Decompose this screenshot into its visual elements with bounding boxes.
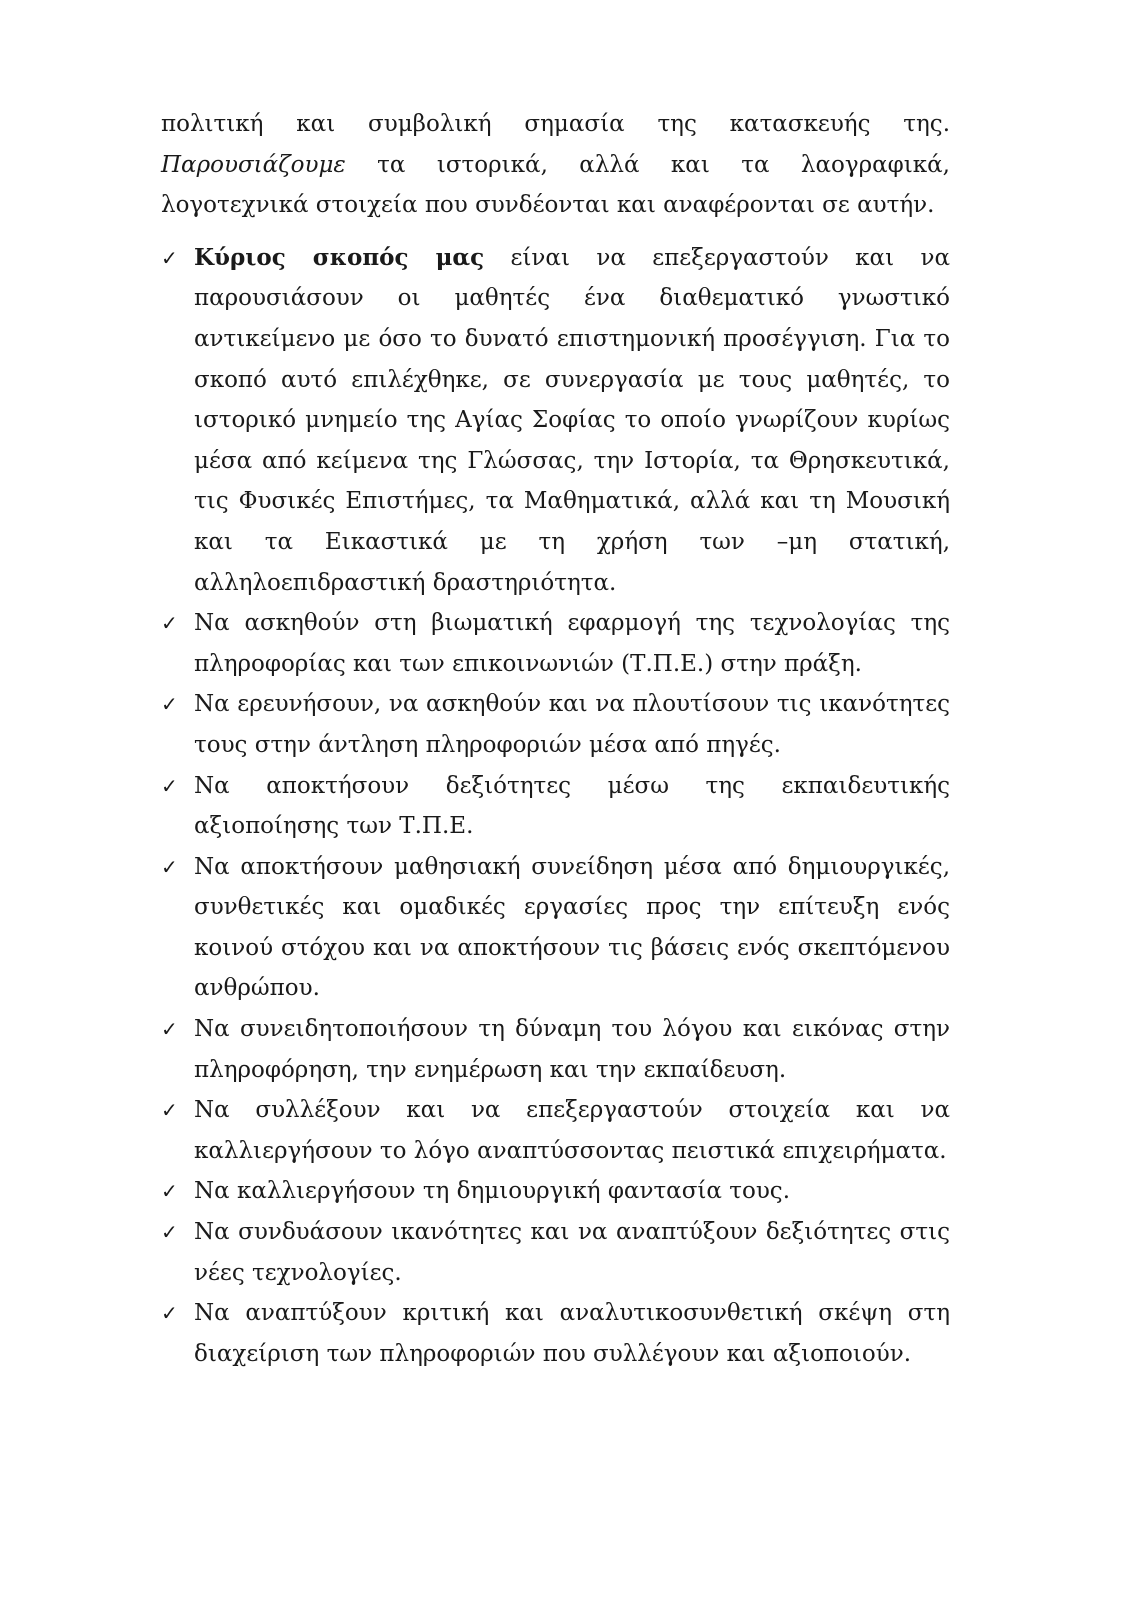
objective-item <box>161 238 950 603</box>
objective-item <box>161 1293 950 1374</box>
objective-text: Να καλλιεργήσουν τη δημιουργική φαντασία τους. <box>194 1178 791 1205</box>
objective-item <box>161 847 950 1009</box>
objective-item <box>161 1212 950 1293</box>
objective-text: Να ασκηθούν στη βιωματική εφαρμογή της τεχνολογίας της πληροφορίας και των επικοινωνιών (Τ.Π.Ε.) στην πράξη. <box>194 610 950 677</box>
checkmark-icon: ✓ <box>161 692 178 717</box>
checkmark-icon: ✓ <box>161 1179 178 1204</box>
document-page <box>161 104 950 1374</box>
objective-text: είναι να επεξεργαστούν και να παρουσιάσουν οι μαθητές ένα διαθεματικό γνωστικό αντικείμενο με όσο το δυνατό επιστημονική προσέγγιση. Για το σκοπό αυτό επιλέχθηκε, σε συνεργασία με τους μαθητές, το ιστορικό μνημείο της Αγίας Σοφίας το οποίο γνωρίζουν κυρίως μέσα από κείμενα της Γλώσσας, την Ιστορία, τα Θρησκευτικά, τις Φυσικές Επιστήμες, τα Μαθηματικά, αλλά και τη Μουσική και τα Εικαστικά με τη χρήση των –μη στατική, αλληλοεπιδραστική δραστηριότητα. <box>194 244 950 596</box>
objective-item <box>161 684 950 765</box>
objective-item <box>161 1171 950 1212</box>
checkmark-icon: ✓ <box>161 611 178 636</box>
objective-text: Να αποκτήσουν δεξιότητες μέσω της εκπαιδευτικής αξιοποίησης των Τ.Π.Ε. <box>194 772 950 840</box>
objective-item <box>161 1090 950 1171</box>
objective-item <box>161 1009 950 1090</box>
objective-item <box>161 766 950 847</box>
intro-text-end: τα ιστορικά, αλλά και τα λαογραφικά, λογοτεχνικά στοιχεία που συνδέονται και αναφέρονται σε αυτήν. <box>161 151 950 219</box>
objectives-list <box>161 238 950 1375</box>
objective-text: Να ερευνήσουν, να ασκηθούν και να πλουτίσουν τις ικανότητες τους στην άντληση πληροφοριών μέσα από πηγές. <box>194 691 950 758</box>
checkmark-icon: ✓ <box>161 1017 178 1042</box>
checkmark-icon: ✓ <box>161 245 178 270</box>
objective-text: Να αποκτήσουν μαθησιακή συνείδηση μέσα από δημιουργικές, συνθετικές και ομαδικές εργασίες προς την επίτευξη ενός κοινού στόχου και να αποκτήσουν τις βάσεις ενός σκεπτόμενου ανθρώπου. <box>194 853 950 1002</box>
objective-item <box>161 603 950 684</box>
objective-text: Να αναπτύξουν κριτική και αναλυτικοσυνθετική σκέψη στη διαχείριση των πληροφοριών που συλλέγουν και αξιοποιούν. <box>194 1300 950 1367</box>
intro-text-start: πολιτική και συμβολική σημασία της κατασκευής της. <box>161 111 950 137</box>
objective-text: Να συνειδητοποιήσουν τη δύναμη του λόγου και εικόνας στην πληροφόρηση, την ενημέρωση και την εκπαίδευση. <box>194 1016 950 1083</box>
checkmark-icon: ✓ <box>161 773 178 798</box>
objective-text: Να συλλέξουν και να επεξεργαστούν στοιχεία και να καλλιεργήσουν το λόγο αναπτύσσοντας πειστικά επιχειρήματα. <box>194 1097 950 1164</box>
objective-text: Να συνδυάσουν ικανότητες και να αναπτύξουν δεξιότητες στις νέες τεχνολογίες. <box>194 1219 950 1286</box>
checkmark-icon: ✓ <box>161 854 178 879</box>
checkmark-icon: ✓ <box>161 1301 178 1326</box>
intro-italic-word: Παρουσιάζουμε <box>161 151 346 178</box>
objective-bold-lead: Κύριος σκοπός μας <box>194 243 485 271</box>
intro-paragraph <box>161 104 950 226</box>
checkmark-icon: ✓ <box>161 1220 178 1245</box>
checkmark-icon: ✓ <box>161 1098 178 1123</box>
